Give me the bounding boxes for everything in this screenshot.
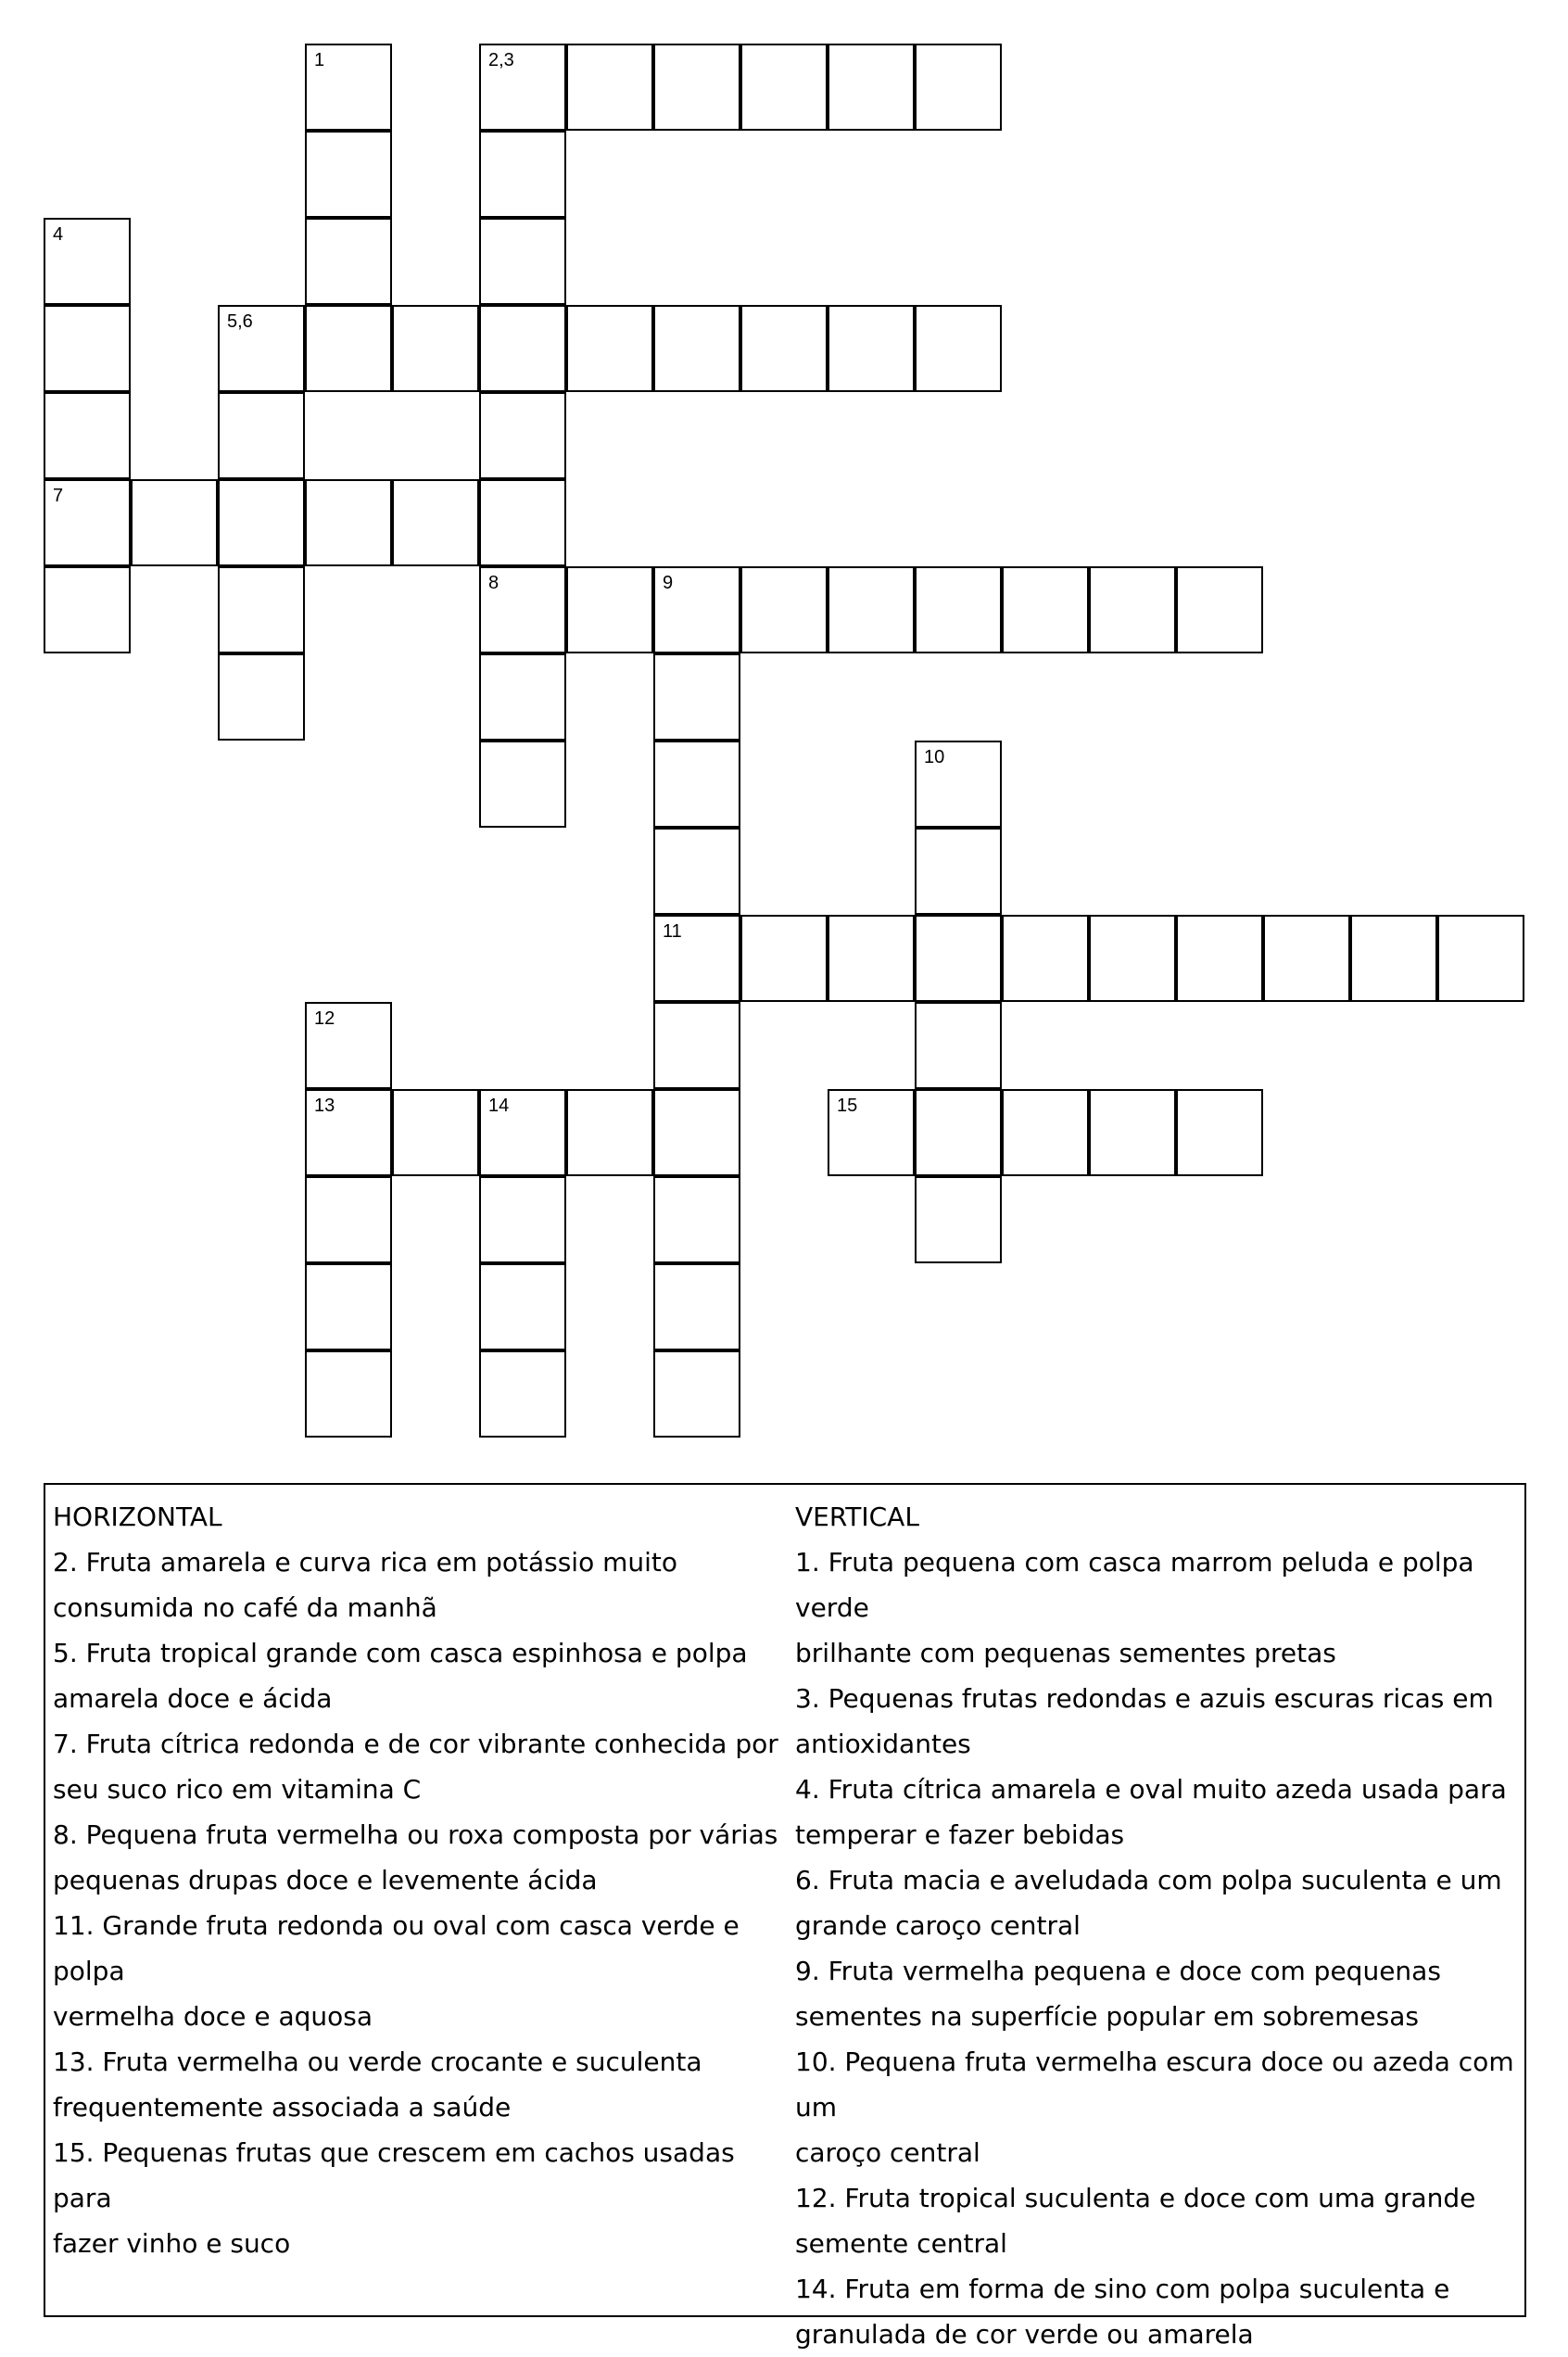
grid-cell[interactable] <box>653 1089 740 1176</box>
grid-cell[interactable] <box>828 305 915 392</box>
grid-cell[interactable] <box>653 828 740 915</box>
grid-cell[interactable] <box>740 566 828 653</box>
grid-cell[interactable] <box>218 566 305 653</box>
clue-line: 7. Fruta cítrica redonda e de cor vibrante conhecida por <box>53 1729 778 1759</box>
clue-line: 2. Fruta amarela e curva rica em potássio muito <box>53 1547 678 1578</box>
clue-line: pequenas drupas doce e levemente ácida <box>53 1865 598 1895</box>
clue-number: 1 <box>314 50 325 70</box>
grid-cell[interactable] <box>1176 915 1263 1002</box>
horizontal-clues <box>53 1494 794 2266</box>
clue-number: 8 <box>488 573 499 593</box>
grid-cell[interactable] <box>915 1089 1002 1176</box>
grid-cell[interactable] <box>44 566 131 653</box>
grid-cell[interactable] <box>566 1089 653 1176</box>
grid-cell[interactable] <box>653 1350 740 1438</box>
clue-line: brilhante com pequenas sementes pretas <box>795 1638 1336 1668</box>
grid-cell[interactable] <box>1002 1089 1089 1176</box>
grid-cell[interactable] <box>392 479 479 566</box>
grid-cell[interactable] <box>915 1176 1002 1263</box>
grid-cell[interactable] <box>653 566 740 653</box>
grid-cell[interactable] <box>44 392 131 479</box>
clue-number: 10 <box>924 747 945 767</box>
grid-cell[interactable] <box>218 653 305 741</box>
clue-line: sementes na superfície popular em sobremesas <box>795 2001 1419 2032</box>
grid-cell[interactable] <box>305 218 392 305</box>
clue-number: 11 <box>663 921 682 942</box>
grid-cell[interactable] <box>653 44 740 131</box>
clue-line: frequentemente associada a saúde <box>53 2092 512 2123</box>
grid-cell[interactable] <box>566 566 653 653</box>
clue-line: 10. Pequena fruta vermelha escura doce ou azeda com um <box>795 2047 1514 2123</box>
grid-cell[interactable] <box>653 1002 740 1089</box>
clue-line: 11. Grande fruta redonda ou oval com casca verde e polpa <box>53 1910 740 1986</box>
grid-cell[interactable] <box>305 479 392 566</box>
clue-line: 4. Fruta cítrica amarela e oval muito azeda usada para <box>795 1774 1507 1805</box>
clue-line: antioxidantes <box>795 1729 971 1759</box>
grid-cell[interactable] <box>1176 1089 1263 1176</box>
grid-cell[interactable] <box>740 44 828 131</box>
grid-cell[interactable] <box>305 1263 392 1350</box>
clue-line: amarela doce e ácida <box>53 1683 333 1714</box>
grid-cell[interactable] <box>915 305 1002 392</box>
clue-line: 12. Fruta tropical suculenta e doce com uma grande <box>795 2183 1476 2213</box>
grid-cell[interactable] <box>653 915 740 1002</box>
grid-cell[interactable] <box>1176 566 1263 653</box>
clue-line: fazer vinho e suco <box>53 2228 291 2259</box>
clue-number: 14 <box>488 1096 510 1116</box>
grid-cell[interactable] <box>44 305 131 392</box>
grid-cell[interactable] <box>479 479 566 566</box>
grid-cell[interactable] <box>828 1089 915 1176</box>
grid-cell[interactable] <box>479 741 566 828</box>
clue-line: 8. Pequena fruta vermelha ou roxa composta por várias <box>53 1819 778 1850</box>
grid-cell[interactable] <box>44 479 131 566</box>
grid-cell[interactable] <box>1089 566 1176 653</box>
grid-cell[interactable] <box>1002 566 1089 653</box>
clue-line: 3. Pequenas frutas redondas e azuis escuras ricas em <box>795 1683 1494 1714</box>
clue-number: 7 <box>53 486 64 506</box>
grid-cell[interactable] <box>566 44 653 131</box>
grid-cell[interactable] <box>1089 1089 1176 1176</box>
grid-cell[interactable] <box>218 305 305 392</box>
clue-line: consumida no café da manhã <box>53 1592 437 1623</box>
clue-line: 13. Fruta vermelha ou verde crocante e suculenta <box>53 2047 702 2077</box>
grid-cell[interactable] <box>392 1089 479 1176</box>
grid-cell[interactable] <box>915 741 1002 828</box>
clue-line: vermelha doce e aquosa <box>53 2001 373 2032</box>
grid-cell[interactable] <box>479 392 566 479</box>
grid-cell[interactable] <box>1089 915 1176 1002</box>
grid-cell[interactable] <box>915 44 1002 131</box>
grid-cell[interactable] <box>653 1176 740 1263</box>
clue-line: temperar e fazer bebidas <box>795 1819 1125 1850</box>
clue-number: 15 <box>837 1096 858 1116</box>
grid-cell[interactable] <box>479 653 566 741</box>
clues-box <box>44 1483 1526 2350</box>
clue-line: semente central <box>795 2228 1007 2259</box>
clue-line: 1. Fruta pequena com casca marrom peluda e polpa verde <box>795 1547 1474 1623</box>
grid-cell[interactable] <box>653 1263 740 1350</box>
grid-cell[interactable] <box>915 1002 1002 1089</box>
grid-cell[interactable] <box>915 566 1002 653</box>
grid-cell[interactable] <box>218 479 305 566</box>
clue-number: 2,3 <box>488 50 514 70</box>
grid-cell[interactable] <box>1437 915 1524 1002</box>
grid-cell[interactable] <box>1002 915 1089 1002</box>
grid-cell[interactable] <box>566 305 653 392</box>
grid-cell[interactable] <box>479 1089 566 1176</box>
clue-line: caroço central <box>795 2137 980 2168</box>
grid-cell[interactable] <box>828 566 915 653</box>
grid-cell[interactable] <box>1263 915 1350 1002</box>
horizontal-title: HORIZONTAL <box>53 1502 222 1532</box>
vertical-clues <box>795 1494 1523 2357</box>
clue-line: 5. Fruta tropical grande com casca espinhosa e polpa <box>53 1638 748 1668</box>
clue-line: 6. Fruta macia e aveludada com polpa suculenta e um <box>795 1865 1502 1895</box>
grid-cell[interactable] <box>479 44 566 131</box>
grid-cell[interactable] <box>915 915 1002 1002</box>
grid-cell[interactable] <box>305 1176 392 1263</box>
grid-cell[interactable] <box>305 305 392 392</box>
grid-cell[interactable] <box>1350 915 1437 1002</box>
grid-cell[interactable] <box>479 305 566 392</box>
grid-cell[interactable] <box>305 1089 392 1176</box>
clue-line: seu suco rico em vitamina C <box>53 1774 422 1805</box>
grid-cell[interactable] <box>828 44 915 131</box>
clue-number: 9 <box>663 573 674 593</box>
clue-number: 5,6 <box>227 311 253 332</box>
grid-cell[interactable] <box>479 1263 566 1350</box>
grid-cell[interactable] <box>828 915 915 1002</box>
grid-cell[interactable] <box>392 305 479 392</box>
grid-cell[interactable] <box>653 741 740 828</box>
grid-cell[interactable] <box>305 131 392 218</box>
clue-number: 12 <box>314 1008 335 1029</box>
clue-number: 4 <box>53 224 64 245</box>
grid-cell[interactable] <box>44 218 131 305</box>
clue-line: 15. Pequenas frutas que crescem em cachos usadas para <box>53 2137 735 2213</box>
grid-cell[interactable] <box>218 392 305 479</box>
clue-line: 9. Fruta vermelha pequena e doce com pequenas <box>795 1956 1441 1986</box>
grid-cell[interactable] <box>653 653 740 741</box>
grid-cell[interactable] <box>305 44 392 131</box>
grid-cell[interactable] <box>479 566 566 653</box>
grid-cell[interactable] <box>915 828 1002 915</box>
grid-cell[interactable] <box>479 1176 566 1263</box>
grid-cell[interactable] <box>740 915 828 1002</box>
grid-cell[interactable] <box>653 305 740 392</box>
vertical-title: VERTICAL <box>795 1502 919 1532</box>
grid-cell[interactable] <box>479 131 566 218</box>
grid-cell[interactable] <box>479 218 566 305</box>
clue-number: 13 <box>314 1096 335 1116</box>
grid-cell[interactable] <box>740 305 828 392</box>
clue-line: 14. Fruta em forma de sino com polpa suculenta e <box>795 2274 1450 2304</box>
grid-cell[interactable] <box>131 479 218 566</box>
grid-cell[interactable] <box>305 1350 392 1438</box>
grid-cell[interactable] <box>479 1350 566 1438</box>
grid-cell[interactable] <box>305 1002 392 1089</box>
clue-line: grande caroço central <box>795 1910 1081 1941</box>
clue-line: granulada de cor verde ou amarela <box>795 2319 1254 2350</box>
